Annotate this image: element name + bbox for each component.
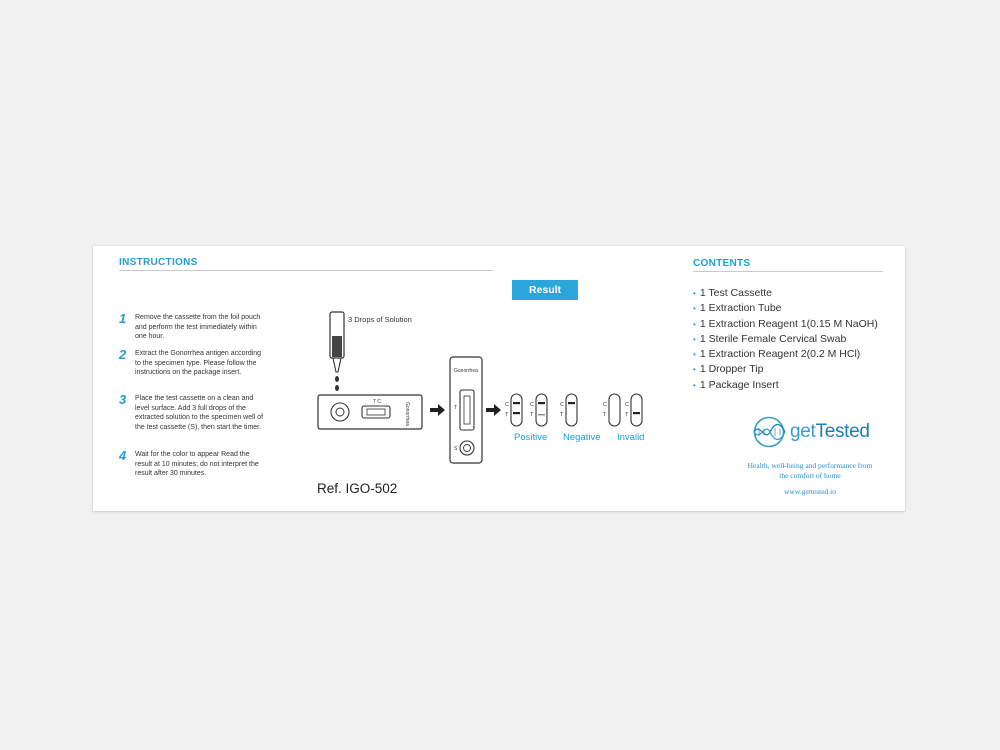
bullet-icon: • — [693, 365, 696, 375]
svg-text:C: C — [530, 402, 534, 408]
arrow-right-icon — [430, 404, 446, 416]
brand-tagline: Health, well-being and performance from the comfort of home — [747, 461, 873, 480]
svg-text:T C: T C — [373, 399, 381, 405]
negative-strip-icon — [560, 394, 577, 426]
drops-label: 3 Drops of Solution — [348, 315, 412, 324]
step-text: Extract the Gonorrhea antigen according to the specimen type. Please follow the instructions on the package insert. — [135, 350, 262, 376]
contents-item-text: 1 Package Insert — [699, 378, 779, 391]
result-badge: Result — [512, 280, 578, 300]
reference-number: Ref. IGO-502 — [317, 481, 398, 496]
contents-item-text: 1 Dropper Tip — [699, 363, 764, 376]
step-text: Wait for the color to appear Read the result at 10 minutes; do not interpret the result after 30 minutes. — [135, 451, 259, 477]
step-number: 1 — [119, 311, 127, 326]
contents-item-text: 1 Extraction Reagent 2(0.2 M HCl) — [699, 348, 861, 361]
brand-website: www.gettested.io — [783, 487, 836, 496]
dna-logo-icon — [751, 416, 787, 448]
step-number: 2 — [119, 347, 127, 362]
contents-heading: CONTENTS — [693, 258, 751, 269]
contents-item — [693, 378, 878, 393]
bullet-icon: • — [693, 350, 696, 360]
positive-strip-icon — [505, 394, 547, 426]
cassette-label-vertical: Gonorrhea — [454, 368, 478, 374]
contents-list — [693, 286, 878, 393]
bullet-icon: • — [693, 380, 696, 390]
instructions-rule — [119, 270, 493, 271]
svg-text:T: T — [625, 412, 629, 418]
contents-item — [693, 317, 878, 332]
test-kit-box-panel — [93, 246, 905, 511]
dropper-icon — [327, 310, 347, 394]
brand-name-suffix: Tested — [815, 421, 870, 442]
cassette-vertical-icon — [449, 356, 485, 466]
contents-item-text: 1 Test Cassette — [699, 287, 772, 299]
contents-rule — [693, 271, 883, 272]
bullet-icon: • — [693, 334, 696, 344]
step-number: 4 — [119, 448, 127, 463]
contents-item — [693, 301, 878, 316]
svg-text:C: C — [505, 402, 509, 408]
invalid-strip-icon — [603, 394, 642, 426]
instructions-heading: INSTRUCTIONS — [119, 257, 198, 268]
bullet-icon: • — [693, 289, 696, 298]
svg-text:T: T — [530, 412, 534, 418]
contents-item-text: 1 Extraction Tube — [699, 302, 782, 315]
svg-text:T: T — [560, 412, 564, 418]
brand-logo-text — [790, 421, 870, 443]
contents-item — [693, 362, 878, 377]
contents-item — [693, 347, 878, 362]
cassette-horizontal-icon — [317, 394, 427, 432]
brand-name-prefix: get — [790, 421, 816, 442]
svg-text:C: C — [603, 402, 607, 408]
result-strips-diagram — [505, 392, 657, 428]
svg-text:C: C — [560, 402, 564, 408]
contents-item-text: 1 Extraction Reagent 1(0.15 M NaOH) — [699, 317, 878, 330]
contents-item — [693, 332, 878, 347]
cassette-label: Gonorrhea — [404, 402, 410, 426]
step-text: Remove the cassette from the foil pouch and perform the test immediately within one hour. — [135, 314, 261, 340]
contents-item-text: 1 Sterile Female Cervical Swab — [699, 332, 847, 345]
bullet-icon: • — [693, 304, 696, 314]
svg-text:C: C — [625, 402, 629, 408]
s-well-label: S — [454, 446, 458, 452]
step-number: 3 — [119, 392, 127, 407]
arrow-right-icon — [486, 404, 502, 416]
t-line-label: T — [454, 405, 458, 411]
svg-text:T: T — [505, 412, 509, 418]
result-invalid-label: Invalid — [617, 432, 645, 443]
result-negative-label: Negative — [563, 432, 601, 443]
svg-text:T: T — [603, 412, 607, 418]
result-positive-label: Positive — [514, 432, 548, 443]
contents-item — [693, 286, 878, 301]
bullet-icon: • — [693, 319, 696, 329]
step-text: Place the test cassette on a clean and level surface. Add 3 full drops of the extracted solution to the specimen well of the test cassette (S), then start the timer. — [135, 395, 264, 431]
